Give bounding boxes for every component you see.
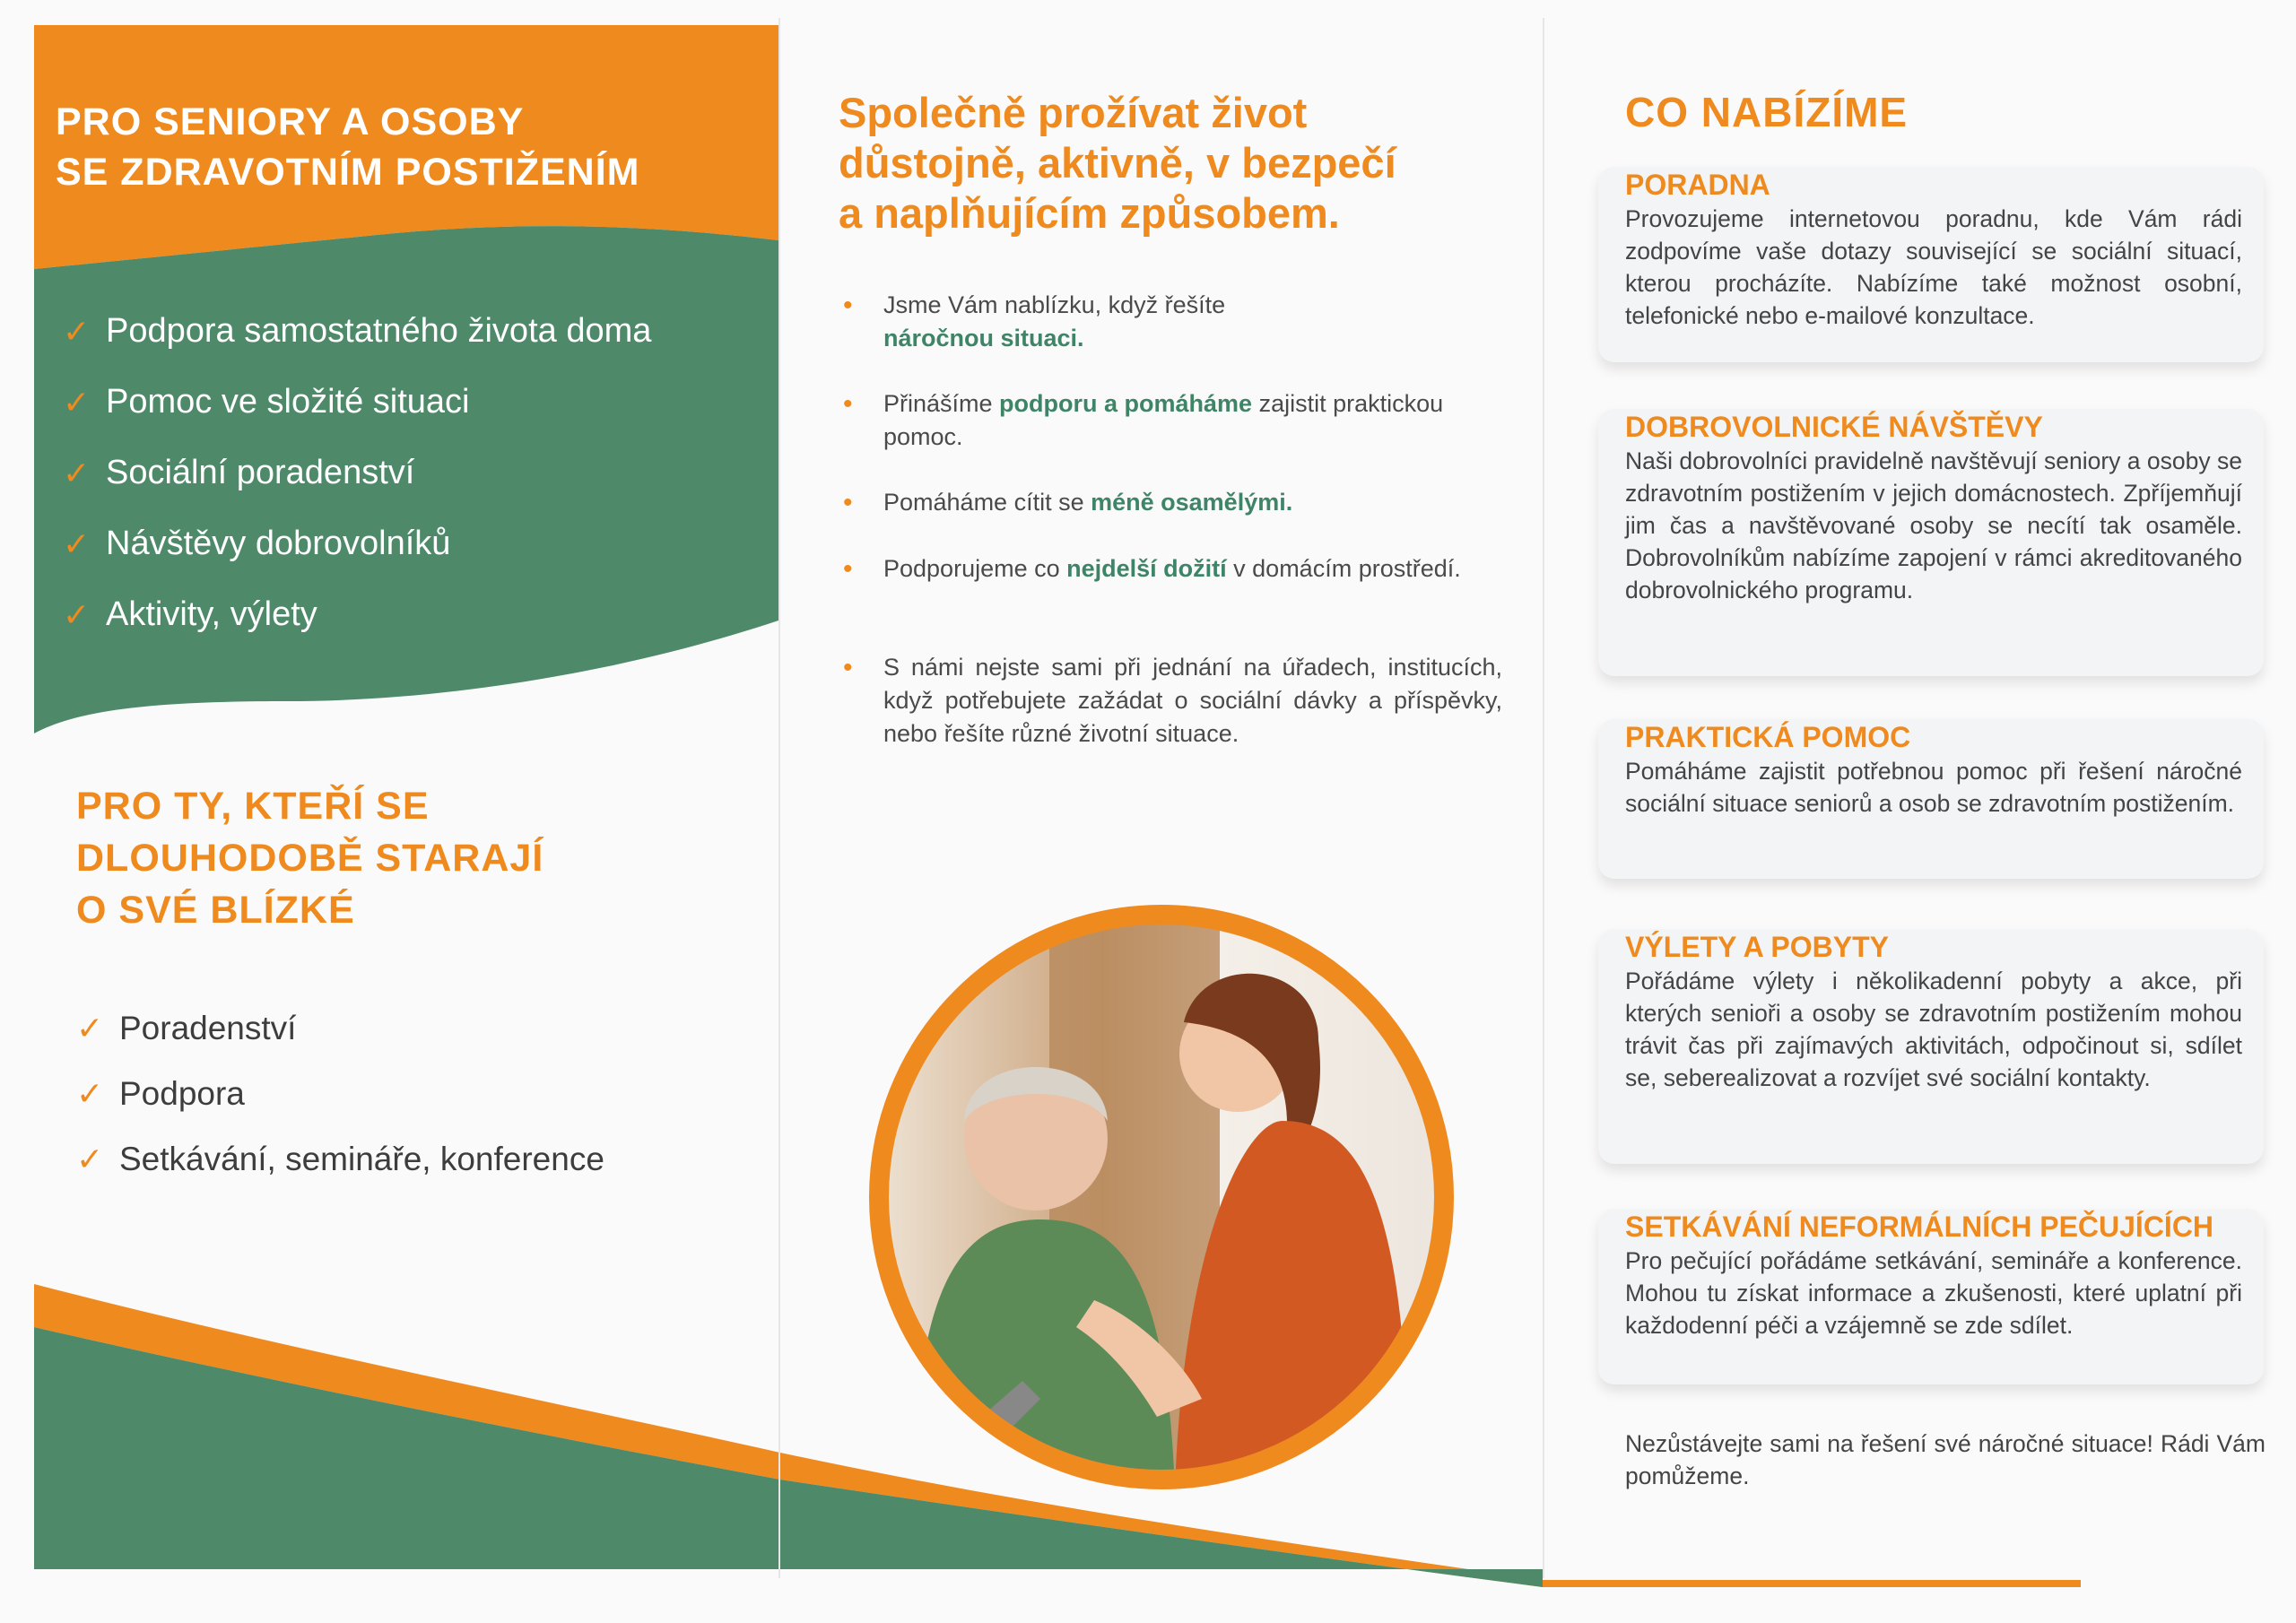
seniors-heading-line-2: SE ZDRAVOTNÍM POSTIŽENÍM — [56, 151, 640, 194]
list-item — [63, 438, 651, 508]
card-title: SETKÁVÁNÍ NEFORMÁLNÍCH PEČUJÍCÍCH — [1625, 1211, 2214, 1243]
list-item-label: Poradenství — [119, 1009, 297, 1046]
middle-title-line-1: Společně prožívat život — [839, 89, 1308, 136]
bullet-bold-text: méně osamělými. — [1091, 489, 1293, 516]
bullet-text: Přinášíme — [883, 390, 1000, 417]
seniors-services-list — [63, 296, 651, 650]
offer-title: CO NABÍZÍME — [1625, 89, 1909, 135]
caregivers-heading-line-1: PRO TY, KTEŘÍ SE — [76, 785, 430, 828]
list-item — [76, 1061, 604, 1126]
bullet-text-end: v domácím prostředí. — [1226, 555, 1461, 582]
list-item — [76, 1126, 604, 1192]
card-text: Naši dobrovolníci pravidelně navštěvují seniory a osoby se zdravotním postižením v jejich domácnostech. Zpříjemňují jim čas a navštěvované osoby se necítí tak osaměle. Dobrovolníkům nabízíme zapojení v rámci akreditovaného dobrovolnického programu. — [1625, 447, 2242, 603]
card-text: Pomáháme zajistit potřebnou pomoc při řešení náročné sociální situace seniorů a osob se zdravotním postižením. — [1625, 758, 2242, 817]
card-title: VÝLETY A POBYTY — [1625, 931, 1889, 963]
left-panel — [0, 0, 780, 1623]
bullet-icon: • — [843, 291, 853, 320]
card-text: Provozujeme internetovou poradnu, kde Vám rádi zodpovíme vaše dotazy související se sociální situací, kterou procházíte. Nabízíme také možnost osobní, telefonické nebo e-mailové konzultace. — [1625, 205, 2242, 329]
service-card-practical-help — [1598, 719, 2264, 879]
list-item-label: Setkávání, semináře, konference — [119, 1140, 604, 1177]
card-title: PORADNA — [1625, 169, 1770, 201]
caregivers-heading-line-2: DLOUHODOBĚ STARAJÍ — [76, 837, 544, 880]
bullet-icon: • — [843, 389, 853, 419]
caregivers-services-list — [76, 995, 604, 1192]
bullet-icon: • — [843, 554, 853, 584]
service-card-poradna — [1598, 167, 2264, 362]
bullet-text: Jsme Vám nablízku, když řešíte — [883, 291, 1226, 318]
orange-bottom-stripe — [1543, 1580, 2081, 1587]
middle-title-line-2: důstojně, aktivně, v bezpečí — [839, 139, 1396, 187]
bullet-bold-text: podporu a pomáháme — [999, 390, 1253, 417]
bullet-icon: • — [843, 488, 853, 517]
caregivers-heading — [76, 780, 704, 936]
card-title: DOBROVOLNICKÉ NÁVŠTĚVY — [1625, 411, 2043, 443]
bullet-text: S námi nejste sami při jednání na úřadech, institucích, když potřebujete zažádat o sociální dávky a příspěvky, nebo řešíte různé životní situace. — [883, 654, 1502, 747]
middle-panel — [780, 0, 1543, 1623]
middle-title-line-3: a naplňujícím způsobem. — [839, 189, 1340, 237]
bullet-bold-text: náročnou situaci. — [883, 325, 1084, 352]
service-card-trips — [1598, 929, 2264, 1164]
list-item-label: Sociální poradenství — [106, 454, 415, 491]
bullet-text: Pomáháme cítit se — [883, 489, 1091, 516]
check-icon: ✓ — [63, 525, 91, 562]
closing-text: Nezůstávejte sami na řešení své náročné situace! Rádi Vám pomůžeme. — [1625, 1430, 2266, 1489]
list-item — [63, 508, 651, 579]
bullet-text-end: zajistit praktickou pomoc. — [883, 390, 1444, 450]
check-icon: ✓ — [63, 312, 91, 350]
check-icon: ✓ — [76, 1074, 104, 1112]
check-icon: ✓ — [63, 595, 91, 633]
seniors-heading-line-1: PRO SENIORY A OSOBY — [56, 100, 525, 143]
list-item — [63, 579, 651, 650]
service-card-caregiver-meetings — [1598, 1209, 2264, 1384]
check-icon: ✓ — [63, 383, 91, 421]
list-item-label: Podpora samostatného života doma — [106, 312, 652, 350]
check-icon: ✓ — [76, 1009, 104, 1046]
list-item — [76, 995, 604, 1061]
service-card-volunteer-visits — [1598, 409, 2264, 676]
card-text: Pro pečující pořádáme setkávání, semináře a konference. Mohou tu získat informace a zkušenosti, které uplatní při každodenní péči a vzájemně se zde sdílet. — [1625, 1247, 2242, 1339]
card-title: PRAKTICKÁ POMOC — [1625, 721, 1911, 753]
right-panel — [1543, 0, 2296, 1623]
list-item-label: Aktivity, výlety — [106, 595, 317, 633]
bullet-bold-text: nejdelší dožití — [1066, 555, 1227, 582]
card-text: Pořádáme výlety i několikadenní pobyty a akce, při kterých senioři a osoby se zdravotním postižením mohou trávit čas při zajímavých aktivitách, odpočinout si, sdílet se, seberealizovat a rozvíjet své sociální kontakty. — [1625, 968, 2242, 1091]
seniors-heading — [56, 97, 737, 197]
check-icon: ✓ — [76, 1140, 104, 1177]
check-icon: ✓ — [63, 454, 91, 491]
list-item-label: Pomoc ve složité situaci — [106, 383, 470, 421]
list-item — [63, 296, 651, 367]
list-item-label: Návštěvy dobrovolníků — [106, 525, 451, 562]
caregivers-heading-line-3: O SVÉ BLÍZKÉ — [76, 889, 355, 932]
list-item-label: Podpora — [119, 1074, 245, 1112]
list-item — [63, 367, 651, 438]
bullet-text: Podporujeme co — [883, 555, 1067, 582]
photo-and-stripes — [780, 0, 1543, 1623]
bullet-icon: • — [843, 653, 853, 682]
